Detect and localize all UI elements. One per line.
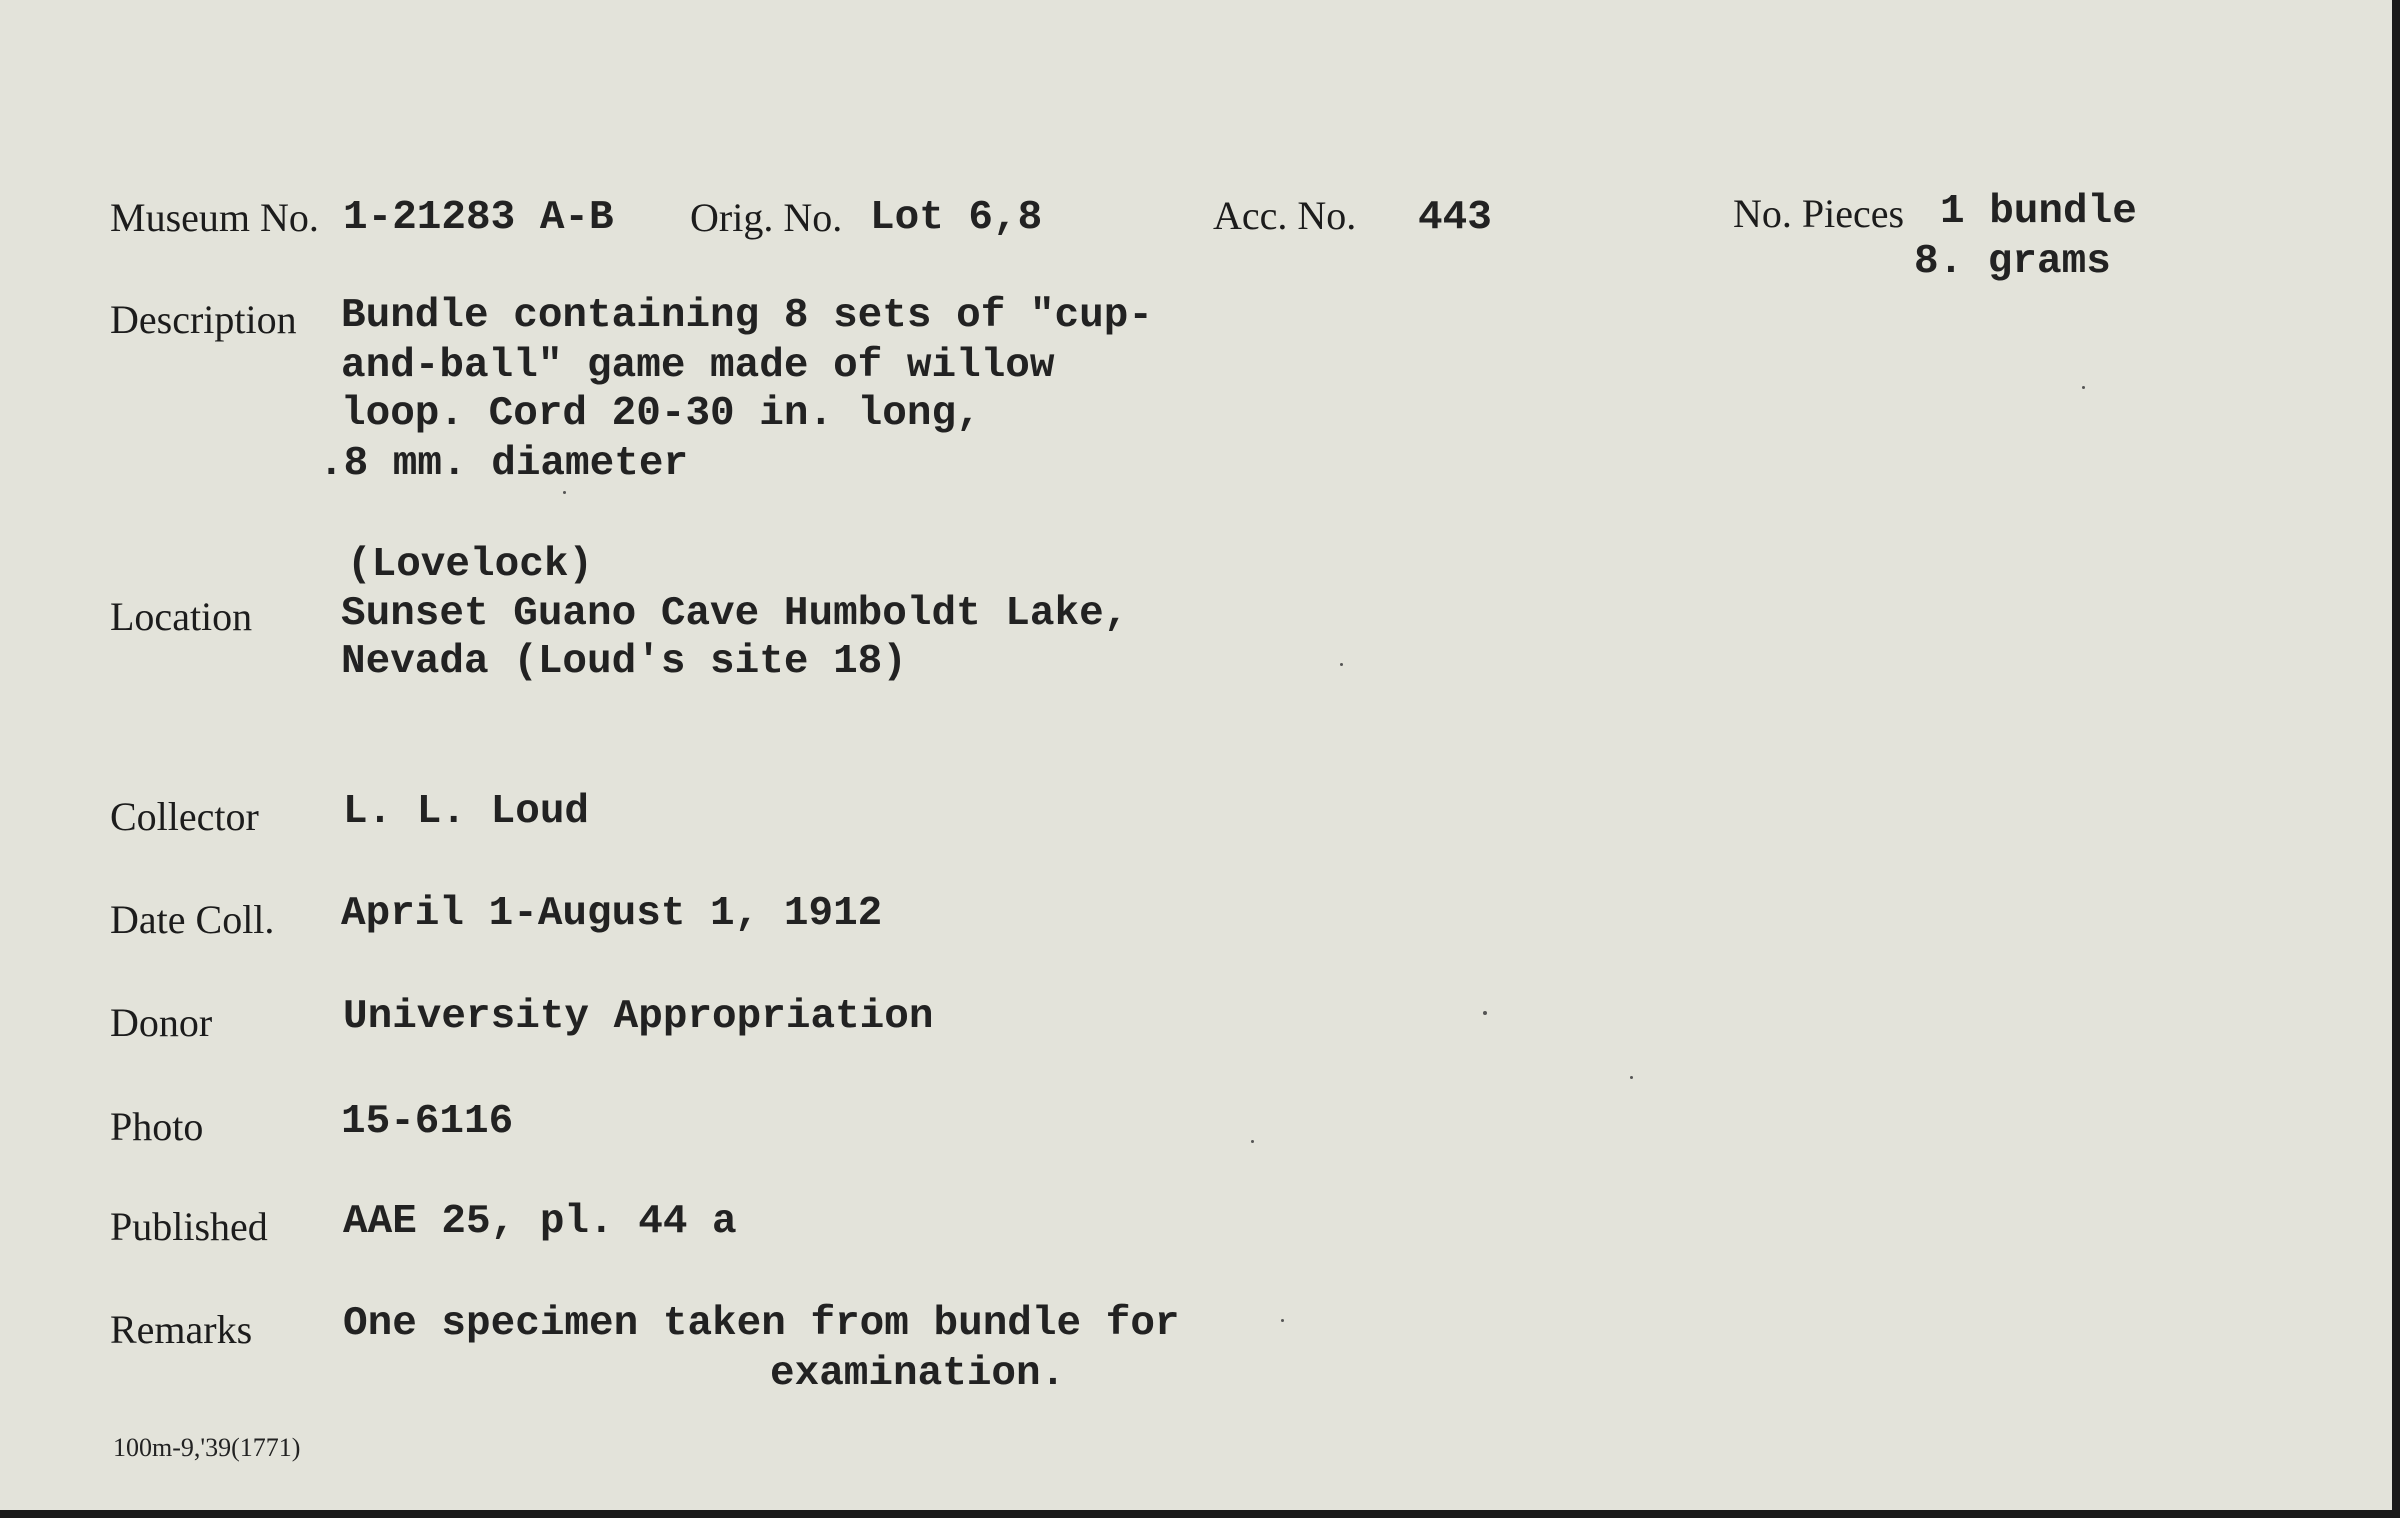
no-pieces-label: No. Pieces (1733, 191, 1905, 236)
description-line: and-ball" game made of willow (341, 343, 1055, 389)
print-code: 100m-9,'39(1771) (113, 1433, 301, 1462)
photo-value: 15-6116 (341, 1099, 514, 1145)
paper-speck (1630, 1076, 1633, 1079)
museum-no-value: 1-21283 A-B (343, 195, 614, 241)
location-line: Sunset Guano Cave Humboldt Lake, (341, 591, 1129, 637)
published-label: Published (110, 1204, 268, 1249)
description-label: Description (110, 297, 297, 342)
paper-speck (563, 491, 566, 494)
paper-speck (2082, 386, 2085, 389)
collector-value: L. L. Loud (343, 789, 590, 835)
date-coll-label: Date Coll. (110, 897, 275, 942)
date-coll-value: April 1-August 1, 1912 (341, 891, 883, 937)
paper-speck (1251, 1140, 1254, 1143)
photo-label: Photo (110, 1104, 204, 1149)
description-line: Bundle containing 8 sets of "cup- (341, 293, 1153, 339)
no-pieces-value: 1 bundle (1940, 189, 2137, 235)
donor-label: Donor (110, 1000, 213, 1045)
remarks-line: examination. (770, 1351, 1066, 1397)
remarks-label: Remarks (110, 1307, 253, 1352)
location-label: Location (110, 594, 253, 639)
description-line: loop. Cord 20-30 in. long, (341, 391, 981, 437)
location-line: Nevada (Loud's site 18) (341, 639, 907, 685)
location-line: (Lovelock) (347, 542, 594, 588)
no-pieces-weight: 8. grams (1914, 239, 2111, 285)
acc-no-value: 443 (1418, 195, 1492, 241)
paper-speck (1483, 1011, 1487, 1015)
museum-no-label: Museum No. (110, 195, 319, 240)
orig-no-value: Lot 6,8 (870, 195, 1043, 241)
remarks-line: One specimen taken from bundle for (343, 1301, 1180, 1347)
donor-value: University Appropriation (343, 994, 934, 1040)
acc-no-label: Acc. No. (1213, 193, 1357, 238)
published-value: AAE 25, pl. 44 a (343, 1199, 737, 1245)
orig-no-label: Orig. No. (690, 195, 843, 240)
description-line: .8 mm. diameter (319, 441, 689, 487)
paper-speck (1281, 1319, 1284, 1322)
collector-label: Collector (110, 794, 259, 839)
paper-speck (1340, 663, 1343, 666)
